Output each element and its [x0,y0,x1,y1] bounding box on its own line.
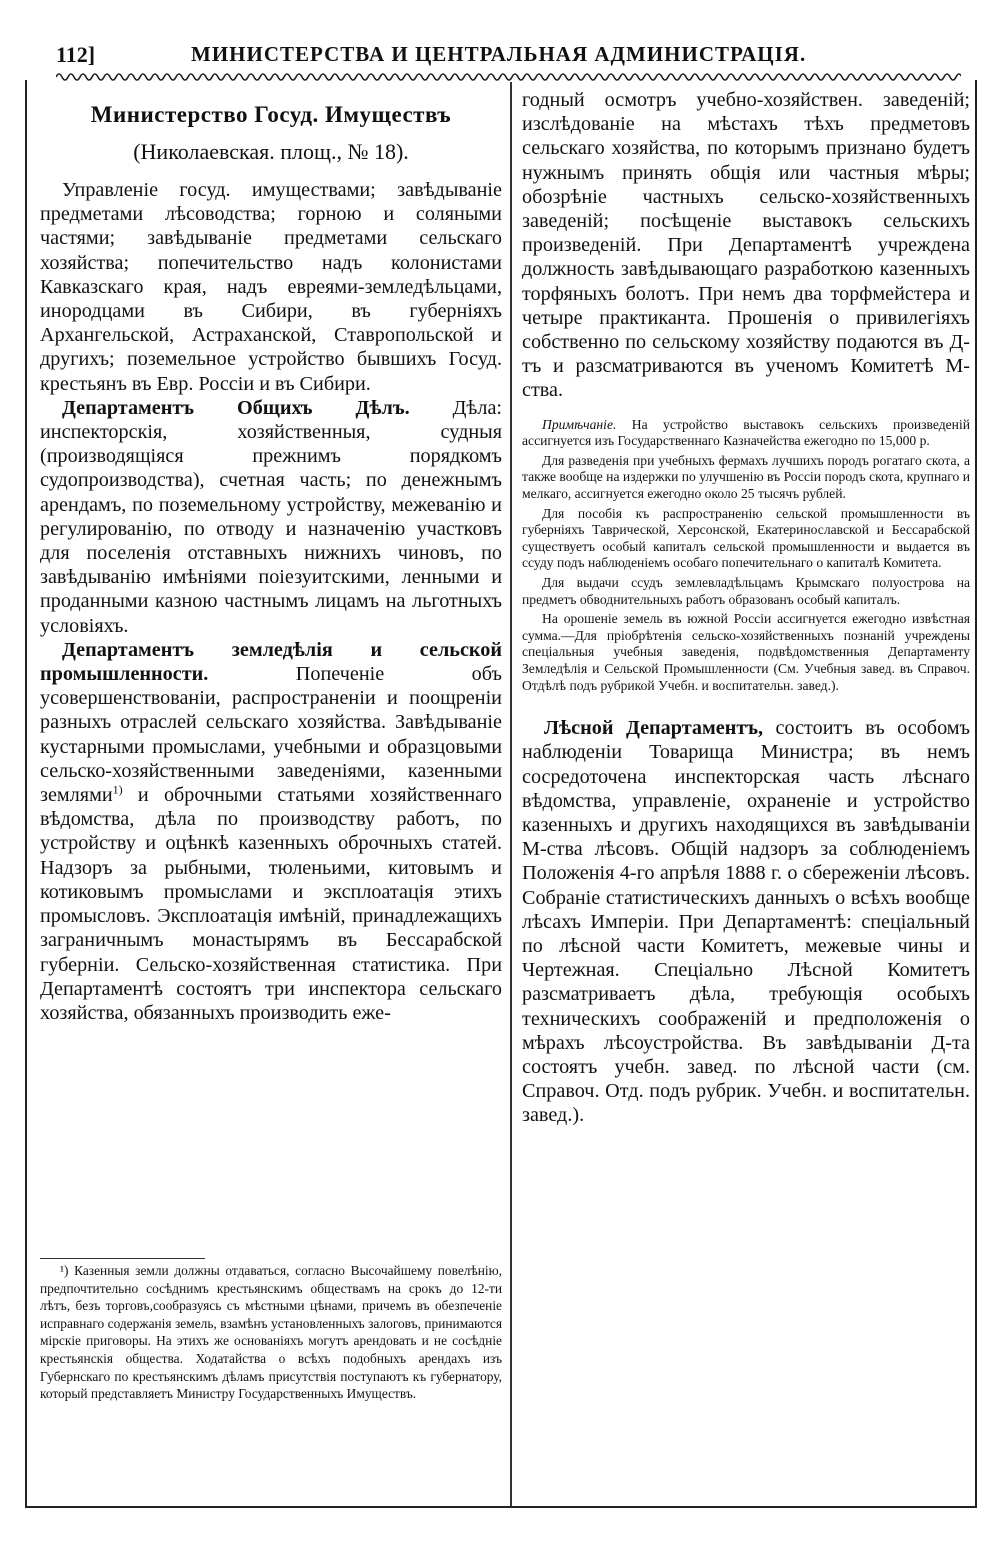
note-4: Для выдачи ссудъ землевладѣльцамъ Крымскаго полуострова на предметъ обводнительныхъ работъ образованъ особый капиталъ. [522,574,970,607]
page-number: 112] [56,42,96,67]
forest-dept-paragraph [522,716,970,1127]
dept-agri-heading: Департаментъ земледѣлія и сельской промышленности. [40,638,502,686]
ministry-title: Министерство Госуд. Имуществъ [90,102,452,127]
dept-general-text: Дѣла: инспекторскія, хозяйственныя, судныя (производящіяся прежнимъ порядкомъ судопроизводства), счетная часть; по денежнымъ арендамъ, по поземельному устройству, межеванію и регулированію, по отводу и назначенію участковъ для поселенія отставныхъ нижнихъ чиновъ, по завѣдыванію имѣніями поіезуитскими, ленными и проданными казною частнымъ лицамъ на льготныхъ условіяхъ. [40,396,503,637]
forest-text: состоитъ въ особомъ наблюденіи Товарища Министра; въ немъ сосредоточена инспекторская часть лѣснаго вѣдомства, управленіе, охраненіе и устройство казенныхъ и другихъ находящихся въ завѣдываніи М-ства лѣсовъ. Общій надзоръ за соблюденіемъ Положенія 4-го апрѣля 1888 г. о сбереженіи лѣсовъ. Собраніе статистическихъ данныхъ о всѣхъ вообще лѣсахъ Имперіи. При Департаментѣ: спеціальный по лѣсной части Комитетъ, межевые чины и Чертежная. Спеціально Лѣсной Комитетъ разсматриваетъ дѣла, требующія особыхъ техническихъ соображеній и предположенія о мѣрахъ лѣсоустройства. Въ завѣдываніи Д-та состоятъ учебн. завед. по лѣсной части (см. Справоч. Отд. подъ рубрик. Учебн. и воспитательн. завед.). [522,717,971,1127]
ministry-address: (Николаевская. площ., № 18). [133,139,409,164]
dept-general-paragraph [40,396,502,638]
dept-general-heading: Департаментъ Общихъ Дѣлъ. [62,396,410,419]
wavy-rule [56,70,961,84]
forest-heading: Лѣсной Департаментъ, [544,717,764,740]
dept-agri-text-1: Попеченіе объ усовершенствованіи, распространеніи и поощреніи разныхъ отраслей сельскаго хозяйства. Завѣдываніе кустарными промыслами, учебными и образцовыми сельско-хозяйственными заведеніями, казенными землями [40,663,502,807]
frame-bottom-border [25,1506,977,1508]
continuation-paragraph: годный осмотръ учебно-хозяйствен. заведеній; изслѣдованіе на мѣстахъ тѣхъ предметовъ сельскаго хозяйства, по которымъ признано будетъ нужнымъ принять общія или частныя мѣры; обозрѣніе частныхъ сельско-хозяйственныхъ заведеній; посѣщеніе выставокъ сельскихъ произведеній. При Департаментѣ учреждена должность завѣдывающаго разработкою казенныхъ торфяныхъ болотъ. При немъ два торфмейстера и четыре практиканта. Прошенія о привилегіяхъ собственно по сельскому хозяйству подаются въ Д-тъ и разсматриваются въ ученомъ Комитетѣ М-ства. [522,89,970,402]
left-column [40,94,502,1025]
note-2: Для разведенія при учебныхъ фермахъ лучшихъ породъ рогатаго скота, а также вообще на издержки по улучшенію въ Россіи породъ скота, крупнаго и мелкаго, ассигнуется ежегодно около 25 тысячъ рублей. [522,452,970,502]
footnote-text: ¹) Казенныя земли должны отдаваться, согласно Высочайшему повелѣнію, предпочтительно сосѣднимъ крестьянскимъ обществамъ на срокъ до 12-ти лѣтъ, безъ торговъ,сообразуясь съ мѣстными цѣнами, причемъ въ обезпеченіе исправнаго содержанія земель, взамѣнъ установленныхъ залоговъ, принимаются мірскіе приговоры. На этихъ же основаніяхъ могутъ арендовать и не сосѣдніе крестьянскія общества. Ходатайства о всѣхъ подобныхъ арендахъ изъ Губернскаго по крестьянскимъ дѣламъ присутствія поступаютъ къ губернатору, который представляетъ Министру Государственныхъ Имуществъ. [40,1263,502,1402]
column-divider [510,82,512,1506]
footnote-mark: 1) [112,782,123,797]
note-3: Для пособія къ распространенію сельской промышленности въ губерніяхъ Таврической, Херсонской, Екатеринославской и Бессарабской существуетъ особый капиталъ сельской промышленности и выдается въ ссуду подъ наблюденіемъ особаго попечительнаго о капиталѣ Комитета. [522,505,970,571]
frame-right-border [975,80,977,1508]
note-1: Примѣчаніе. На устройство выставокъ сельскихъ произведеній ассигнуется изъ Государственнаго Казначейства ежегодно по 15,000 р. [522,416,970,449]
footnote-block [40,1262,502,1403]
frame-left-border [25,80,27,1508]
note-label: Примѣчаніе. [542,416,617,432]
dept-agri-text-2: и оброчными статьями хозяйственнаго вѣдомства, дѣла по производству работъ, по устройству и оцѣнкѣ казенныхъ оброчныхъ статей. Надзоръ за рыбными, тюленьими, китовымъ и котиковымъ промыслами и эксплоатація этихъ промысловъ. Эксплоатація имѣній, принадлежащихъ заграничнымъ монастырямъ въ Бессарабской губерніи. Сельско-хозяйственная статистика. При Департаментѣ состоятъ три инспектора сельскаго хозяйства, обязанныхъ производить еже- [40,784,502,1024]
running-head: МИНИСТЕРСТВА И ЦЕНТРАЛЬНАЯ АДМИНИСТРАЦІЯ. [191,42,807,66]
right-column [522,88,970,1128]
footnote-rule [40,1258,205,1259]
note-5: На орошеніе земель въ южной Россіи ассигнуется ежегодно извѣстная сумма.—Для пріобрѣтенія сельско-хозяйственныхъ познаній учреждены спеціальныя учебныя заведенія, подвѣдомственныя Департаменту Земледѣлія и Сельской Промышленности (См. Учебныя завед. въ Справоч. Отдѣлѣ подъ рубрикой Учебн. и воспитательн. завед.). [522,611,970,693]
intro-paragraph: Управленіе госуд. имуществами; завѣдываніе предметами лѣсоводства; горною и соляными частями; завѣдываніе предметами сельскаго хозяйства; попечительство надъ колонистами Кавказскаго края, надъ евреями-земледѣльцами, инородцами въ Сибири, въ губерніяхъ Архангельской, Астраханской, Ставропольской и другихъ; поземельное устройство бывшихъ Госуд. крестьянъ въ Евр. Россіи и въ Сибири. [40,179,502,395]
dept-agri-paragraph [40,638,502,1025]
notes-block [522,417,970,695]
